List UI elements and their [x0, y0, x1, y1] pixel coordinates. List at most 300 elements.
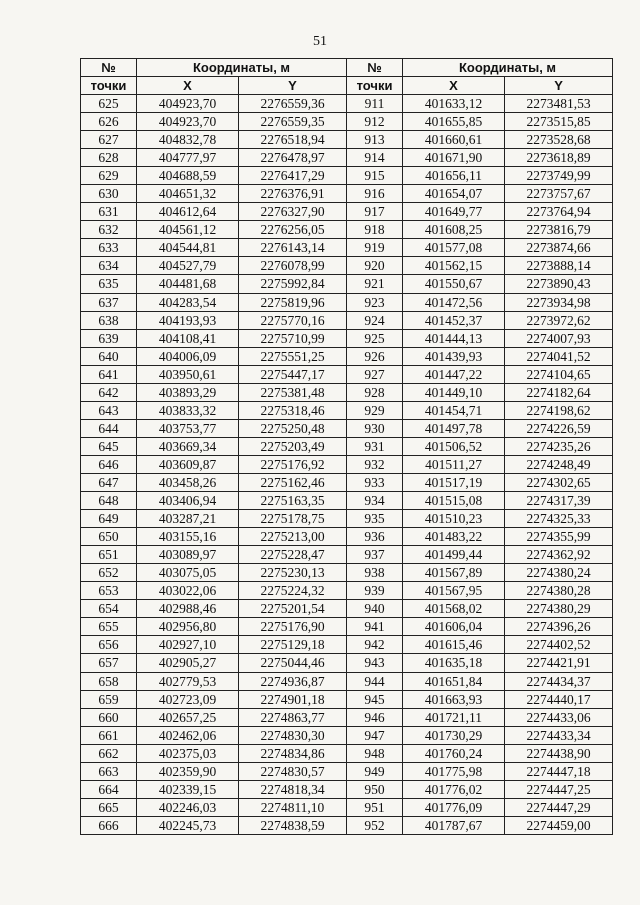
point-number-right: 941	[347, 618, 403, 636]
x-coordinate-left: 403155,16	[137, 528, 239, 546]
x-coordinate-right: 401776,09	[403, 798, 505, 816]
x-coordinate-right: 401454,71	[403, 401, 505, 419]
table-row	[81, 95, 613, 113]
y-coordinate-right: 2274302,65	[505, 473, 613, 491]
point-number-left: 648	[81, 492, 137, 510]
table-row	[81, 780, 613, 798]
table-row	[81, 311, 613, 329]
x-coordinate-right: 401472,56	[403, 293, 505, 311]
y-coordinate-right: 2273515,85	[505, 113, 613, 131]
x-coordinate-left: 404193,93	[137, 311, 239, 329]
x-coordinate-left: 404923,70	[137, 113, 239, 131]
y-coordinate-left: 2276559,35	[239, 113, 347, 131]
table-row	[81, 185, 613, 203]
x-coordinate-left: 404832,78	[137, 131, 239, 149]
point-number-left: 651	[81, 546, 137, 564]
y-coordinate-right: 2274447,18	[505, 762, 613, 780]
table-row	[81, 419, 613, 437]
y-coordinate-left: 2276078,99	[239, 257, 347, 275]
x-coordinate-right: 401483,22	[403, 528, 505, 546]
point-number-left: 665	[81, 798, 137, 816]
point-number-left: 643	[81, 401, 137, 419]
point-number-left: 656	[81, 636, 137, 654]
point-number-left: 657	[81, 654, 137, 672]
table-row	[81, 293, 613, 311]
x-coordinate-left: 403753,77	[137, 419, 239, 437]
point-number-right: 929	[347, 401, 403, 419]
x-coordinate-right: 401655,85	[403, 113, 505, 131]
table-row	[81, 816, 613, 834]
x-coordinate-right: 401567,89	[403, 564, 505, 582]
x-coordinate-left: 403458,26	[137, 473, 239, 491]
x-coordinate-right: 401606,04	[403, 618, 505, 636]
x-coordinate-right: 401775,98	[403, 762, 505, 780]
y-coordinate-left: 2274830,30	[239, 726, 347, 744]
y-coordinate-left: 2274936,87	[239, 672, 347, 690]
coordinates-table	[80, 58, 613, 835]
table-row	[81, 203, 613, 221]
table-row	[81, 708, 613, 726]
y-coordinate-left: 2275176,92	[239, 455, 347, 473]
y-coordinate-left: 2275213,00	[239, 528, 347, 546]
y-coordinate-right: 2274198,62	[505, 401, 613, 419]
table-row	[81, 582, 613, 600]
y-coordinate-left: 2274834,86	[239, 744, 347, 762]
y-coordinate-left: 2275250,48	[239, 419, 347, 437]
y-coordinate-right: 2274459,00	[505, 816, 613, 834]
table-row	[81, 257, 613, 275]
x-coordinate-right: 401760,24	[403, 744, 505, 762]
x-coordinate-right: 401730,29	[403, 726, 505, 744]
table-row	[81, 329, 613, 347]
table-row	[81, 654, 613, 672]
y-coordinate-left: 2275203,49	[239, 437, 347, 455]
y-coordinate-right: 2274402,52	[505, 636, 613, 654]
point-number-left: 640	[81, 347, 137, 365]
point-number-left: 663	[81, 762, 137, 780]
x-coordinate-right: 401499,44	[403, 546, 505, 564]
point-number-left: 653	[81, 582, 137, 600]
y-coordinate-left: 2274818,34	[239, 780, 347, 798]
point-number-left: 664	[81, 780, 137, 798]
point-number-right: 911	[347, 95, 403, 113]
x-header-left: X	[137, 77, 239, 95]
x-coordinate-right: 401517,19	[403, 473, 505, 491]
x-coordinate-right: 401671,90	[403, 149, 505, 167]
point-number-right: 940	[347, 600, 403, 618]
table-row	[81, 492, 613, 510]
x-coordinate-right: 401663,93	[403, 690, 505, 708]
x-coordinate-left: 404481,68	[137, 275, 239, 293]
point-number-right: 938	[347, 564, 403, 582]
point-number-right: 934	[347, 492, 403, 510]
point-number-left: 655	[81, 618, 137, 636]
x-coordinate-right: 401656,11	[403, 167, 505, 185]
y-coordinate-right: 2274041,52	[505, 347, 613, 365]
x-coordinate-right: 401567,95	[403, 582, 505, 600]
y-coordinate-right: 2273618,89	[505, 149, 613, 167]
y-coordinate-left: 2275551,25	[239, 347, 347, 365]
coordinates-rows	[81, 95, 613, 835]
x-coordinate-right: 401444,13	[403, 329, 505, 347]
point-number-right: 921	[347, 275, 403, 293]
point-number-left: 659	[81, 690, 137, 708]
point-number-right: 913	[347, 131, 403, 149]
y-coordinate-right: 2274104,65	[505, 365, 613, 383]
y-coordinate-right: 2273481,53	[505, 95, 613, 113]
point-number-right: 947	[347, 726, 403, 744]
table-row	[81, 401, 613, 419]
x-coordinate-left: 404108,41	[137, 329, 239, 347]
y-coordinate-right: 2274325,33	[505, 510, 613, 528]
point-number-right: 930	[347, 419, 403, 437]
point-number-right: 936	[347, 528, 403, 546]
y-coordinate-right: 2273972,62	[505, 311, 613, 329]
x-coordinate-right: 401633,12	[403, 95, 505, 113]
table-row	[81, 383, 613, 401]
y-coordinate-right: 2273874,66	[505, 239, 613, 257]
x-coordinate-left: 403950,61	[137, 365, 239, 383]
x-coordinate-left: 403893,29	[137, 383, 239, 401]
point-number-right: 951	[347, 798, 403, 816]
x-coordinate-left: 403075,05	[137, 564, 239, 582]
table-row	[81, 113, 613, 131]
point-number-left: 628	[81, 149, 137, 167]
y-coordinate-right: 2274434,37	[505, 672, 613, 690]
y-coordinate-left: 2276518,94	[239, 131, 347, 149]
y-coordinate-right: 2274447,29	[505, 798, 613, 816]
y-coordinate-left: 2276559,36	[239, 95, 347, 113]
y-coordinate-right: 2274433,06	[505, 708, 613, 726]
table-row	[81, 149, 613, 167]
y-coordinate-left: 2275176,90	[239, 618, 347, 636]
y-coordinate-right: 2274317,39	[505, 492, 613, 510]
x-coordinate-left: 402339,15	[137, 780, 239, 798]
x-coordinate-right: 401776,02	[403, 780, 505, 798]
point-number-right: 915	[347, 167, 403, 185]
x-coordinate-left: 404777,97	[137, 149, 239, 167]
y-coordinate-right: 2274007,93	[505, 329, 613, 347]
table-row	[81, 744, 613, 762]
x-coordinate-right: 401452,37	[403, 311, 505, 329]
y-coordinate-left: 2275178,75	[239, 510, 347, 528]
point-number-right: 932	[347, 455, 403, 473]
x-coordinate-right: 401510,23	[403, 510, 505, 528]
x-coordinate-right: 401449,10	[403, 383, 505, 401]
y-coordinate-right: 2273764,94	[505, 203, 613, 221]
y-coordinate-left: 2275770,16	[239, 311, 347, 329]
point-label-header-left: точки	[81, 77, 137, 95]
y-coordinate-left: 2275318,46	[239, 401, 347, 419]
x-coordinate-left: 402375,03	[137, 744, 239, 762]
table-row	[81, 365, 613, 383]
x-coordinate-right: 401562,15	[403, 257, 505, 275]
point-number-right: 952	[347, 816, 403, 834]
y-coordinate-right: 2274396,26	[505, 618, 613, 636]
point-number-left: 644	[81, 419, 137, 437]
table-row	[81, 762, 613, 780]
x-coordinate-left: 404612,64	[137, 203, 239, 221]
table-row	[81, 473, 613, 491]
point-number-header-left: №	[81, 59, 137, 77]
y-coordinate-right: 2274447,25	[505, 780, 613, 798]
x-coordinate-left: 402988,46	[137, 600, 239, 618]
x-coordinate-left: 404283,54	[137, 293, 239, 311]
y-coordinate-left: 2276143,14	[239, 239, 347, 257]
y-header-left: Y	[239, 77, 347, 95]
y-coordinate-left: 2276256,05	[239, 221, 347, 239]
y-coordinate-left: 2276327,90	[239, 203, 347, 221]
point-number-left: 639	[81, 329, 137, 347]
x-coordinate-left: 402245,73	[137, 816, 239, 834]
y-coordinate-right: 2274380,28	[505, 582, 613, 600]
y-coordinate-left: 2276417,29	[239, 167, 347, 185]
point-number-left: 666	[81, 816, 137, 834]
table-row	[81, 510, 613, 528]
point-number-header-right: №	[347, 59, 403, 77]
table-row	[81, 672, 613, 690]
table-row	[81, 726, 613, 744]
point-number-right: 924	[347, 311, 403, 329]
x-coordinate-right: 401506,52	[403, 437, 505, 455]
y-coordinate-right: 2274362,92	[505, 546, 613, 564]
x-coordinate-left: 402246,03	[137, 798, 239, 816]
table-row	[81, 546, 613, 564]
point-number-right: 944	[347, 672, 403, 690]
y-coordinate-right: 2273934,98	[505, 293, 613, 311]
x-coordinate-right: 401615,46	[403, 636, 505, 654]
y-coordinate-left: 2275381,48	[239, 383, 347, 401]
point-number-left: 637	[81, 293, 137, 311]
point-number-left: 626	[81, 113, 137, 131]
y-coordinate-left: 2276478,97	[239, 149, 347, 167]
point-number-left: 632	[81, 221, 137, 239]
x-coordinate-right: 401439,93	[403, 347, 505, 365]
coordinates-header-left: Координаты, м	[137, 59, 347, 77]
x-coordinate-left: 403609,87	[137, 455, 239, 473]
y-coordinate-right: 2274248,49	[505, 455, 613, 473]
x-coordinate-right: 401654,07	[403, 185, 505, 203]
y-coordinate-left: 2274838,59	[239, 816, 347, 834]
page-number: 51	[313, 34, 327, 49]
x-coordinate-right: 401568,02	[403, 600, 505, 618]
table-row	[81, 690, 613, 708]
point-number-right: 925	[347, 329, 403, 347]
point-number-right: 942	[347, 636, 403, 654]
point-number-right: 912	[347, 113, 403, 131]
point-number-left: 633	[81, 239, 137, 257]
y-coordinate-right: 2274235,26	[505, 437, 613, 455]
table-row	[81, 221, 613, 239]
point-number-left: 629	[81, 167, 137, 185]
y-coordinate-left: 2275230,13	[239, 564, 347, 582]
point-number-left: 661	[81, 726, 137, 744]
y-coordinate-right: 2273757,67	[505, 185, 613, 203]
table-row	[81, 528, 613, 546]
table-row	[81, 600, 613, 618]
y-coordinate-left: 2275163,35	[239, 492, 347, 510]
y-coordinate-left: 2275710,99	[239, 329, 347, 347]
y-coordinate-right: 2274355,99	[505, 528, 613, 546]
y-coordinate-left: 2276376,91	[239, 185, 347, 203]
point-number-right: 914	[347, 149, 403, 167]
table-row	[81, 347, 613, 365]
point-number-left: 646	[81, 455, 137, 473]
point-number-left: 660	[81, 708, 137, 726]
y-coordinate-right: 2274421,91	[505, 654, 613, 672]
point-number-right: 928	[347, 383, 403, 401]
y-coordinate-right: 2273890,43	[505, 275, 613, 293]
x-coordinate-left: 404651,32	[137, 185, 239, 203]
point-number-left: 630	[81, 185, 137, 203]
point-number-left: 645	[81, 437, 137, 455]
point-number-left: 631	[81, 203, 137, 221]
x-coordinate-right: 401497,78	[403, 419, 505, 437]
y-coordinate-left: 2275129,18	[239, 636, 347, 654]
y-coordinate-left: 2274863,77	[239, 708, 347, 726]
point-number-left: 654	[81, 600, 137, 618]
point-number-left: 652	[81, 564, 137, 582]
point-number-right: 916	[347, 185, 403, 203]
point-number-right: 945	[347, 690, 403, 708]
point-number-right: 926	[347, 347, 403, 365]
point-number-right: 920	[347, 257, 403, 275]
x-coordinate-left: 403669,34	[137, 437, 239, 455]
point-label-header-right: точки	[347, 77, 403, 95]
point-number-left: 625	[81, 95, 137, 113]
point-number-right: 948	[347, 744, 403, 762]
x-coordinate-right: 401649,77	[403, 203, 505, 221]
y-coordinate-right: 2274438,90	[505, 744, 613, 762]
y-coordinate-left: 2275228,47	[239, 546, 347, 564]
point-number-right: 937	[347, 546, 403, 564]
point-number-left: 627	[81, 131, 137, 149]
y-coordinate-right: 2274380,24	[505, 564, 613, 582]
x-coordinate-left: 402905,27	[137, 654, 239, 672]
point-number-right: 939	[347, 582, 403, 600]
x-coordinate-right: 401635,18	[403, 654, 505, 672]
y-coordinate-right: 2274440,17	[505, 690, 613, 708]
y-coordinate-left: 2274811,10	[239, 798, 347, 816]
y-coordinate-left: 2275992,84	[239, 275, 347, 293]
y-coordinate-right: 2274433,34	[505, 726, 613, 744]
point-number-right: 919	[347, 239, 403, 257]
coordinates-header-right: Координаты, м	[403, 59, 613, 77]
point-number-right: 949	[347, 762, 403, 780]
point-number-left: 649	[81, 510, 137, 528]
x-coordinate-left: 402927,10	[137, 636, 239, 654]
y-coordinate-right: 2273816,79	[505, 221, 613, 239]
x-coordinate-left: 404561,12	[137, 221, 239, 239]
x-coordinate-left: 404688,59	[137, 167, 239, 185]
x-coordinate-left: 402723,09	[137, 690, 239, 708]
x-coordinate-left: 403089,97	[137, 546, 239, 564]
x-coordinate-right: 401550,67	[403, 275, 505, 293]
x-coordinate-right: 401515,08	[403, 492, 505, 510]
table-row	[81, 131, 613, 149]
table-row	[81, 618, 613, 636]
x-coordinate-left: 404544,81	[137, 239, 239, 257]
x-coordinate-left: 402657,25	[137, 708, 239, 726]
table-row	[81, 564, 613, 582]
y-coordinate-left: 2274901,18	[239, 690, 347, 708]
point-number-left: 641	[81, 365, 137, 383]
table-row	[81, 455, 613, 473]
table-row	[81, 798, 613, 816]
table-row	[81, 275, 613, 293]
x-coordinate-right: 401660,61	[403, 131, 505, 149]
x-coordinate-left: 403287,21	[137, 510, 239, 528]
x-coordinate-right: 401608,25	[403, 221, 505, 239]
x-coordinate-left: 403406,94	[137, 492, 239, 510]
point-number-right: 946	[347, 708, 403, 726]
y-header-right: Y	[505, 77, 613, 95]
point-number-left: 650	[81, 528, 137, 546]
x-coordinate-left: 404527,79	[137, 257, 239, 275]
table-row	[81, 239, 613, 257]
x-coordinate-left: 402956,80	[137, 618, 239, 636]
table-row	[81, 636, 613, 654]
point-number-right: 950	[347, 780, 403, 798]
x-coordinate-left: 402779,53	[137, 672, 239, 690]
x-header-right: X	[403, 77, 505, 95]
point-number-right: 931	[347, 437, 403, 455]
y-coordinate-left: 2275819,96	[239, 293, 347, 311]
x-coordinate-right: 401787,67	[403, 816, 505, 834]
y-coordinate-left: 2274830,57	[239, 762, 347, 780]
point-number-left: 658	[81, 672, 137, 690]
x-coordinate-left: 404006,09	[137, 347, 239, 365]
y-coordinate-right: 2274380,29	[505, 600, 613, 618]
x-coordinate-left: 402359,90	[137, 762, 239, 780]
point-number-right: 927	[347, 365, 403, 383]
y-coordinate-right: 2273888,14	[505, 257, 613, 275]
x-coordinate-right: 401447,22	[403, 365, 505, 383]
point-number-left: 638	[81, 311, 137, 329]
x-coordinate-left: 404923,70	[137, 95, 239, 113]
x-coordinate-right: 401651,84	[403, 672, 505, 690]
y-coordinate-left: 2275224,32	[239, 582, 347, 600]
y-coordinate-right: 2274182,64	[505, 383, 613, 401]
point-number-right: 933	[347, 473, 403, 491]
x-coordinate-left: 403833,32	[137, 401, 239, 419]
point-number-right: 923	[347, 293, 403, 311]
x-coordinate-left: 403022,06	[137, 582, 239, 600]
x-coordinate-right: 401721,11	[403, 708, 505, 726]
point-number-right: 943	[347, 654, 403, 672]
y-coordinate-right: 2273749,99	[505, 167, 613, 185]
y-coordinate-right: 2274226,59	[505, 419, 613, 437]
point-number-right: 917	[347, 203, 403, 221]
x-coordinate-left: 402462,06	[137, 726, 239, 744]
y-coordinate-left: 2275044,46	[239, 654, 347, 672]
point-number-left: 635	[81, 275, 137, 293]
x-coordinate-right: 401511,27	[403, 455, 505, 473]
y-coordinate-left: 2275162,46	[239, 473, 347, 491]
y-coordinate-right: 2273528,68	[505, 131, 613, 149]
point-number-left: 634	[81, 257, 137, 275]
table-row	[81, 167, 613, 185]
point-number-left: 662	[81, 744, 137, 762]
point-number-left: 647	[81, 473, 137, 491]
y-coordinate-left: 2275447,17	[239, 365, 347, 383]
y-coordinate-left: 2275201,54	[239, 600, 347, 618]
table-row	[81, 437, 613, 455]
point-number-left: 642	[81, 383, 137, 401]
x-coordinate-right: 401577,08	[403, 239, 505, 257]
point-number-right: 935	[347, 510, 403, 528]
point-number-right: 918	[347, 221, 403, 239]
